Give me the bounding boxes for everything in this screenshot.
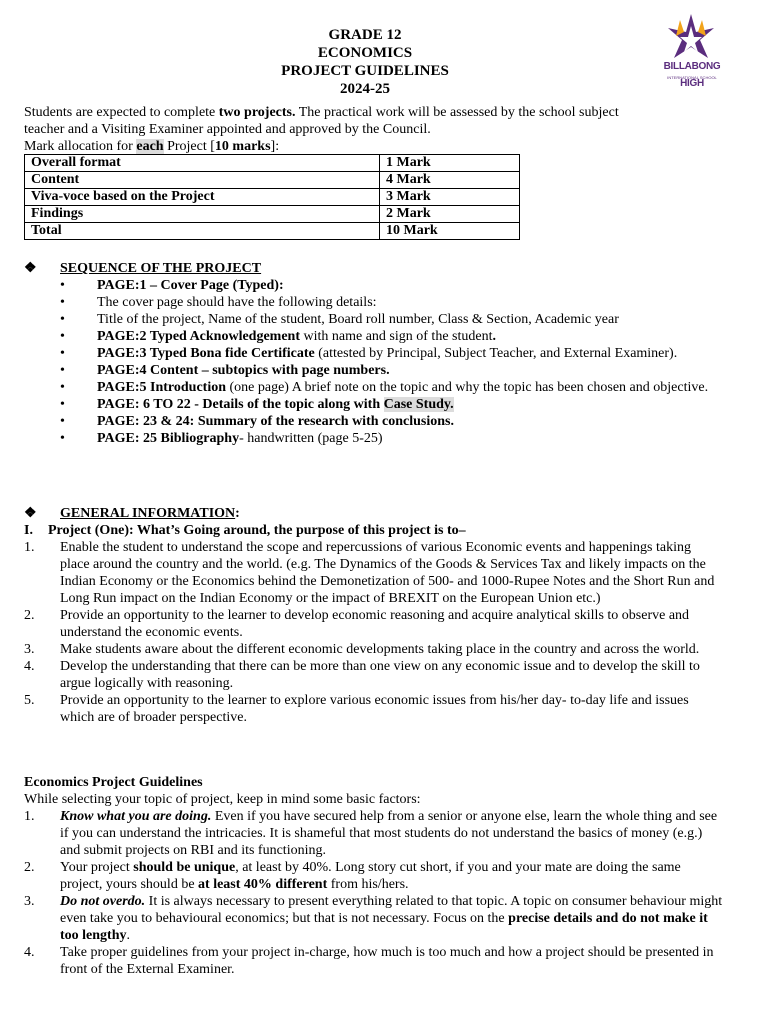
item-text: Provide an opportunity to the learner to develop economic reasoning and acquire analytical skills to observe and understand the economic events. bbox=[60, 608, 690, 640]
item-text: Make students aware about the different economic developments taking place in the country and across the world. bbox=[60, 642, 700, 657]
table-cell-item: Findings bbox=[25, 206, 380, 223]
section-colon: : bbox=[235, 506, 240, 521]
list-text: PAGE:1 – Cover Page (Typed): bbox=[97, 278, 284, 293]
table-cell-mark: 4 Mark bbox=[380, 172, 520, 189]
table-cell-mark: 10 Mark bbox=[380, 223, 520, 240]
sequence-list bbox=[60, 277, 720, 447]
table-cell-item: Content bbox=[25, 172, 380, 189]
table-cell-item: Viva-voce based on the Project bbox=[25, 189, 380, 206]
list-item bbox=[60, 277, 720, 294]
list-item bbox=[60, 430, 720, 447]
intro-text: Students are expected to complete bbox=[24, 105, 219, 120]
title-grade: GRADE 12 bbox=[328, 27, 402, 43]
list-text: PAGE:4 Content – subtopics with page numbers. bbox=[97, 363, 390, 378]
table-cell-mark: 2 Mark bbox=[380, 206, 520, 223]
intro-line-1 bbox=[24, 104, 724, 121]
mark-allocation-line bbox=[24, 138, 724, 155]
list-item bbox=[24, 641, 724, 658]
list-item bbox=[24, 808, 724, 859]
item-number: 4. bbox=[24, 659, 35, 674]
intro-line-2: teacher and a Visiting Examiner appointed and approved by the Council. bbox=[24, 122, 431, 137]
list-text: - handwritten (page 5-25) bbox=[239, 431, 383, 446]
sequence-heading bbox=[24, 260, 261, 277]
general-heading bbox=[24, 505, 240, 522]
list-item bbox=[24, 859, 724, 893]
list-item bbox=[60, 328, 720, 345]
list-text-highlight: Case Study. bbox=[383, 397, 454, 412]
item-text: , at least by 40%. Long story cut short, if you and your mate are doing the same project, yours should be bbox=[60, 860, 681, 892]
table-cell-item: Overall format bbox=[25, 155, 380, 172]
item-emphasis: precise details and do not make it too lengthy bbox=[60, 911, 708, 943]
item-text: from his/hers. bbox=[327, 877, 409, 892]
table-row bbox=[25, 223, 520, 240]
title-guidelines: PROJECT GUIDELINES bbox=[281, 63, 449, 79]
alloc-text: ]: bbox=[270, 139, 280, 154]
item-text: Provide an opportunity to the learner to explore various economic issues from his/her day- to-day life and issues which are of broader perspective. bbox=[60, 693, 689, 725]
list-item bbox=[24, 539, 724, 607]
list-item bbox=[24, 944, 724, 978]
list-item bbox=[60, 345, 720, 362]
section-title: SEQUENCE OF THE PROJECT bbox=[60, 261, 262, 276]
list-item bbox=[24, 658, 724, 692]
list-item bbox=[60, 362, 720, 379]
list-text: PAGE: 23 & 24: Summary of the research with conclusions. bbox=[97, 414, 454, 429]
guidelines-heading: Economics Project Guidelines bbox=[24, 775, 203, 790]
list-text: PAGE:5 Introduction bbox=[97, 380, 226, 395]
item-number: 2. bbox=[24, 608, 35, 623]
item-text: Even if you have secured help from a senior or anyone else, learn the whole thing and see if you can understand the intricacies. It is shameful that most students do not understand the basics of money (e.g.) and submit projects on RBI and its functioning. bbox=[60, 809, 718, 858]
document-title bbox=[200, 26, 530, 98]
list-text: PAGE:3 Typed Bona fide Certificate bbox=[97, 346, 315, 361]
list-item bbox=[60, 294, 720, 311]
list-text: PAGE: 6 TO 22 - Details of the topic along with bbox=[97, 397, 384, 412]
item-emphasis: should be unique bbox=[133, 860, 236, 875]
title-year: 2024-25 bbox=[340, 81, 390, 97]
table-row bbox=[25, 189, 520, 206]
list-text: The cover page should have the following details: bbox=[97, 295, 377, 310]
list-item bbox=[24, 692, 724, 726]
logo-subtitle: INTERNATIONAL SCHOOL bbox=[667, 75, 717, 80]
item-emphasis: at least 40% different bbox=[198, 877, 328, 892]
roman-numeral: I. bbox=[24, 523, 33, 538]
list-text: with name and sign of the student bbox=[300, 329, 493, 344]
table-row bbox=[25, 172, 520, 189]
alloc-text: Project [ bbox=[163, 139, 215, 154]
list-item bbox=[60, 413, 720, 430]
item-number: 3. bbox=[24, 894, 35, 909]
list-text: . bbox=[492, 329, 496, 344]
table-row bbox=[25, 206, 520, 223]
alloc-each: each bbox=[136, 139, 164, 154]
item-text: Develop the understanding that there can be more than one view on any economic issue and to develop the skill to argue logically with reasoning. bbox=[60, 659, 700, 691]
list-text: PAGE: 25 Bibliography bbox=[97, 431, 240, 446]
alloc-total: 10 marks bbox=[214, 139, 271, 154]
section-title: GENERAL INFORMATION bbox=[60, 506, 236, 521]
item-text: . bbox=[126, 928, 130, 943]
item-emphasis: Do not overdo. bbox=[60, 894, 146, 909]
table-row bbox=[25, 155, 520, 172]
table-cell-mark: 3 Mark bbox=[380, 189, 520, 206]
item-number: 4. bbox=[24, 945, 35, 960]
project-one-text: Project (One): What’s Going around, the purpose of this project is to– bbox=[48, 523, 466, 538]
alloc-text: Mark allocation for bbox=[24, 139, 137, 154]
list-item bbox=[24, 607, 724, 641]
item-number: 1. bbox=[24, 540, 35, 555]
list-text: (attested by Principal, Subject Teacher, and External Examiner). bbox=[314, 346, 678, 361]
project-one-line bbox=[24, 522, 466, 539]
logo-wordmark: BILLABONG HIGH bbox=[663, 61, 721, 89]
table-cell-item: Total bbox=[25, 223, 380, 240]
list-text: (one page) A brief note on the topic and why the topic has been chosen and objective. bbox=[226, 380, 709, 395]
guidelines-list bbox=[24, 808, 724, 978]
item-number: 1. bbox=[24, 809, 35, 824]
item-number: 3. bbox=[24, 642, 35, 657]
list-item bbox=[60, 396, 720, 413]
intro-emphasis: two projects. bbox=[218, 105, 296, 120]
item-text: Enable the student to understand the scope and repercussions of various Economic events and happenings taking place around the country and the world. (e.g. The Dynamics of the Goods & Services Tax and likely impacts on the Indian Economy or the Economics behind the Demonetization of 500- and 1000-Rupee Notes and the Short Run and Long Run impact on the Indian Economy or the impact of BREXIT on the European Union etc.) bbox=[60, 540, 715, 606]
diamond-bullet-icon: ❖ bbox=[24, 261, 37, 276]
intro-text: The practical work will be assessed by the school subject bbox=[295, 105, 619, 120]
item-text: It is always necessary to present everything related to that topic. A topic on consumer behaviour might even take you to behavioural economics; but that is not necessary. Focus on the bbox=[60, 894, 723, 926]
table-cell-mark: 1 Mark bbox=[380, 155, 520, 172]
list-text: PAGE:2 Typed Acknowledgement bbox=[97, 329, 301, 344]
item-number: 2. bbox=[24, 860, 35, 875]
list-item bbox=[60, 379, 720, 396]
guidelines-intro: While selecting your topic of project, keep in mind some basic factors: bbox=[24, 792, 421, 807]
list-item bbox=[60, 311, 720, 328]
list-text: Title of the project, Name of the student, Board roll number, Class & Section, Academic year bbox=[97, 312, 619, 327]
mark-allocation-table bbox=[24, 154, 520, 240]
diamond-bullet-icon: ❖ bbox=[24, 506, 37, 521]
item-emphasis: Know what you are doing. bbox=[60, 809, 212, 824]
item-text: Your project bbox=[60, 860, 134, 875]
item-number: 5. bbox=[24, 693, 35, 708]
title-subject: ECONOMICS bbox=[317, 45, 413, 61]
list-item bbox=[24, 893, 724, 944]
purpose-list bbox=[24, 539, 724, 726]
item-text: Take proper guidelines from your project in-charge, how much is too much and how a project should be presented in front of the External Examiner. bbox=[60, 945, 714, 977]
